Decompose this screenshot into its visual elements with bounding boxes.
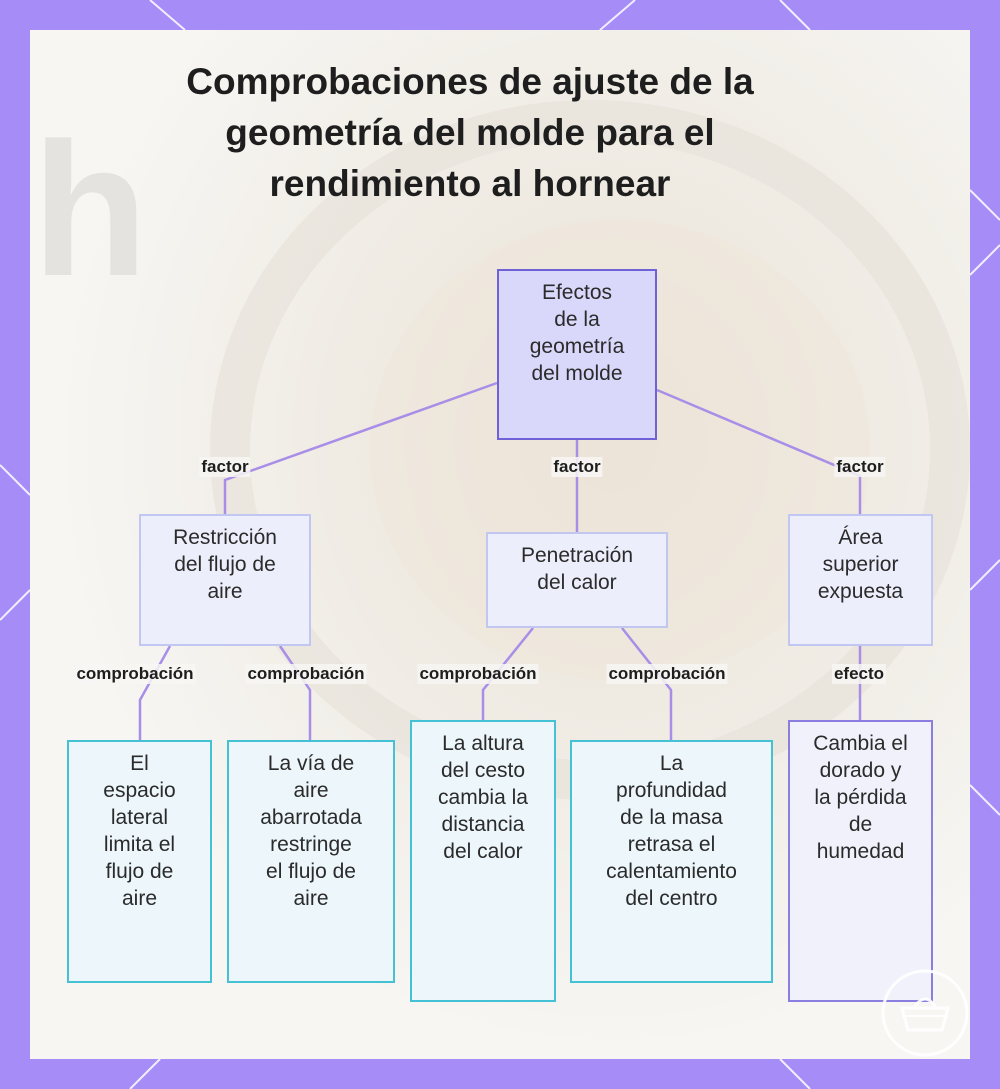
check-line: aire <box>293 887 329 910</box>
check-line: de la masa <box>620 806 723 829</box>
edge-label-check-1: comprobación <box>76 664 194 683</box>
basket-logo-icon <box>880 968 970 1058</box>
check-line: flujo de <box>105 860 174 883</box>
root-line: del molde <box>531 362 623 385</box>
check-line: el flujo de <box>266 860 356 883</box>
check-line: lateral <box>110 806 169 829</box>
factor-line: del flujo de <box>174 553 276 576</box>
factor-line: Penetración <box>520 544 634 567</box>
check-line: restringe <box>270 833 352 856</box>
root-line: Efectos <box>541 281 613 304</box>
check-node-crowded-path <box>227 740 395 983</box>
edge-label-effect: efecto <box>833 664 885 683</box>
factor-line: del calor <box>537 571 617 594</box>
check-line: limita el <box>103 833 176 856</box>
edge-root-factor-3 <box>657 390 860 514</box>
diagram-title: Comprobaciones de ajuste de la geometría del molde para el rendimiento al hornear <box>186 61 754 204</box>
factor-node-surface <box>788 514 933 646</box>
edge-label-factor-1: factor <box>201 457 249 476</box>
check-line: cambia la <box>438 786 528 809</box>
factor-line: Área <box>838 526 883 549</box>
edge-label-factor-3: factor <box>836 457 884 476</box>
check-line: El <box>130 752 149 775</box>
check-node-side-gap <box>67 740 212 983</box>
effect-line: de <box>848 813 873 836</box>
check-line: aire <box>121 887 158 910</box>
check-node-batter-depth <box>570 740 773 983</box>
check-line: abarrotada <box>260 806 362 829</box>
effect-line: dorado y <box>819 759 902 782</box>
edge-label-factor-2: factor <box>553 457 601 476</box>
factor-line: Restricción <box>173 526 277 549</box>
effect-line: humedad <box>816 840 905 863</box>
check-line: espacio <box>103 779 176 802</box>
factor-node-airflow <box>139 514 311 646</box>
factor-line: superior <box>822 553 899 576</box>
check-line: La <box>659 752 684 775</box>
check-line: retrasa el <box>627 833 716 856</box>
check-line: calentamiento <box>606 860 737 883</box>
edge-root-factor-1 <box>225 383 497 514</box>
edge-label-check-2: comprobación <box>247 664 365 683</box>
check-line: distancia <box>441 813 525 836</box>
svg-text:h: h <box>32 104 149 316</box>
check-line: La altura <box>442 732 524 755</box>
factor-node-heat <box>486 532 668 628</box>
root-node <box>497 269 657 440</box>
check-line: profundidad <box>616 779 727 802</box>
edge-factor1-leaf2 <box>280 646 310 740</box>
check-line: del cesto <box>440 759 526 782</box>
check-line: del centro <box>625 887 718 910</box>
edge-factor2-leaf4 <box>622 628 671 740</box>
factor-line: aire <box>207 580 243 603</box>
check-line: aire <box>293 779 329 802</box>
effect-line: la pérdida <box>814 786 907 809</box>
effect-line: Cambia el <box>813 732 908 755</box>
edge-label-check-3: comprobación <box>419 664 537 683</box>
factor-line: expuesta <box>817 580 904 603</box>
check-line: del calor <box>443 840 523 863</box>
edge-label-check-4: comprobación <box>608 664 726 683</box>
effect-node-browning <box>788 720 933 1002</box>
root-line: de la <box>554 308 600 331</box>
edge-factor1-leaf1 <box>140 646 170 740</box>
check-line: La vía de <box>267 752 355 775</box>
root-line: geometría <box>529 335 625 358</box>
check-node-basket-height <box>410 720 556 1002</box>
